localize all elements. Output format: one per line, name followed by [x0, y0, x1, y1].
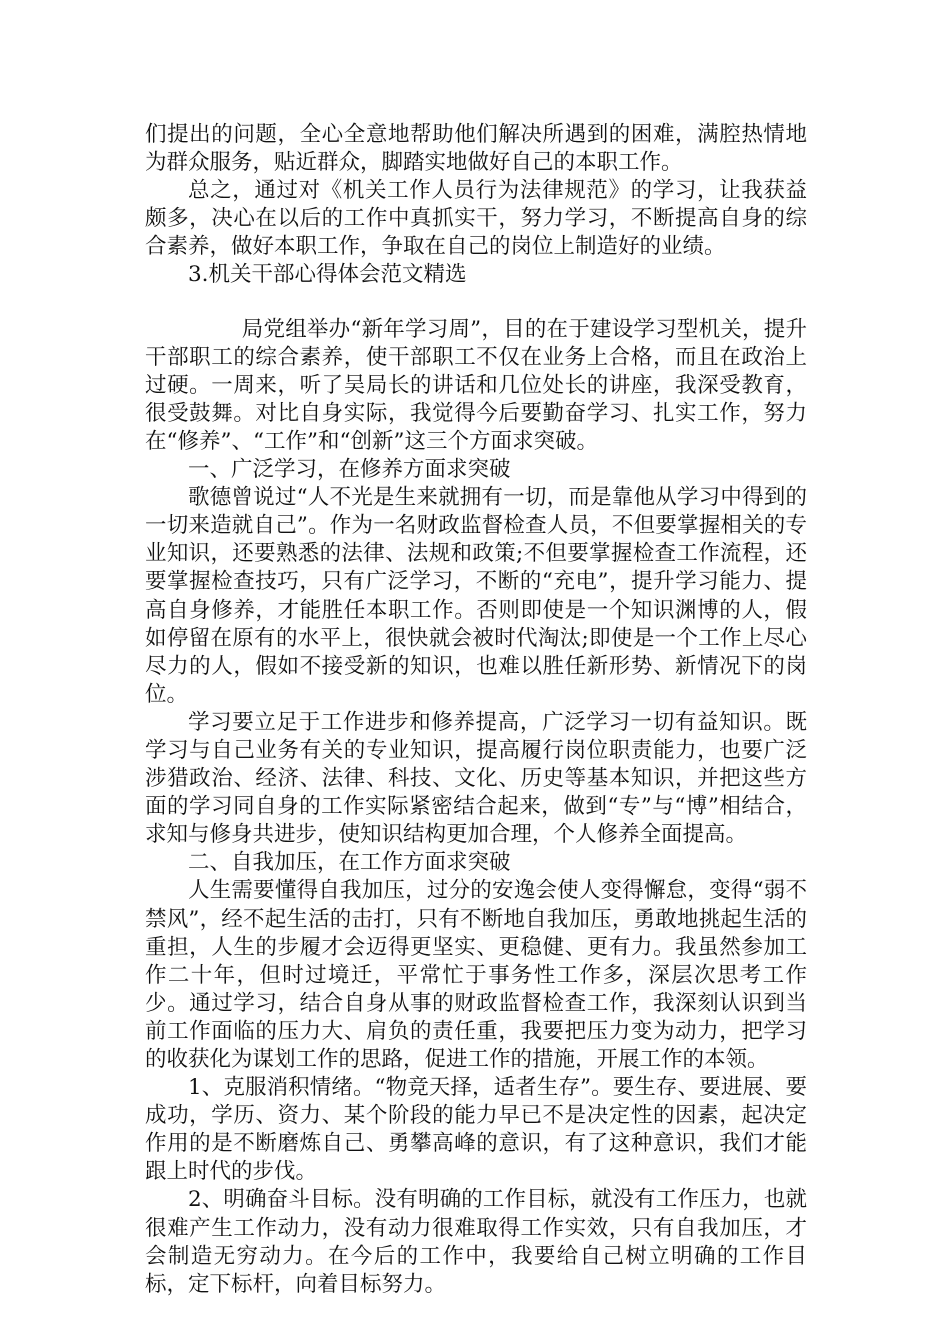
paragraph-continuation: 们提出的问题，全心全意地帮助他们解决所遇到的困难，满腔热情地为群众服务，贴近群众，脚踏实地做好自己的本职工作。 [145, 122, 807, 176]
document-body [145, 121, 807, 1299]
section-title: 3.机关干部心得体会范文精选 [188, 262, 467, 288]
paragraph-pressure: 人生需要懂得自我加压，过分的安逸会使人变得懈怠，变得“弱不禁风”，经不起生活的击打，只有不断地自我加压，勇敢地挑起生活的重担，人生的步履才会迈得更坚实、更稳健、更有力。我虽然参加工作二十年，但时过境迁，平常忙于事务性工作多，深层次思考工作少。通过学习，结合自身从事的财政监督检查工作，我深刻认识到当前工作面临的压力大、肩负的责任重，我要把压力变为动力，把学习的收获化为谋划工作的思路，促进工作的措施，开展工作的本领。 [145, 878, 807, 1072]
paragraph-summary: 总之，通过对《机关工作人员行为法律规范》的学习，让我获益颇多，决心在以后的工作中真抓实干，努力学习，不断提高自身的综合素养，做好本职工作，争取在自己的岗位上制造好的业绩。 [145, 178, 807, 260]
blank-line [145, 290, 807, 316]
paragraph-point-one: 1、克服消积情绪。“物竞天择，适者生存”。要生存、要进展、要成功，学历、资力、某个阶段的能力早已不是决定性的因素，起决定作用的是不断磨炼自己、勇攀高峰的意识，有了这种意识，我们才能跟上时代的步伐。 [145, 1075, 807, 1185]
subheading-two: 二、自我加压，在工作方面求突破 [188, 850, 511, 876]
paragraph-goethe: 歌德曾说过“人不光是生来就拥有一切，而是靠他从学习中得到的一切来造就自己”。作为一名财政监督检查人员，不但要掌握相关的专业知识，还要熟悉的法律、法规和政策;不但要掌握检查工作流程，还要掌握检查技巧，只有广泛学习，不断的“充电”，提升学习能力、提高自身修养，才能胜任本职工作。否则即使是一个知识渊博的人，假如停留在原有的水平上，很快就会被时代淘汰;即使是一个工作上尽心尽力的人，假如不接受新的知识，也难以胜任新形势、新情况下的岗位。 [145, 485, 807, 707]
paragraph-intro: 局党组举办“新年学习周”，目的在于建设学习型机关，提升干部职工的综合素养，使干部职工不仅在业务上合格，而且在政治上过硬。一周来，听了吴局长的讲话和几位处长的讲座，我深受教育，很受鼓舞。对比自身实际，我觉得今后要勤奋学习、扎实工作，努力在“修养”、“工作”和“创新”这三个方面求突破。 [145, 316, 807, 454]
subheading-one: 一、广泛学习，在修养方面求突破 [188, 457, 511, 483]
paragraph-point-two: 2、明确奋斗目标。没有明确的工作目标，就没有工作压力，也就很难产生工作动力，没有动力很难取得工作实效，只有自我加压，才会制造无穷动力。在今后的工作中，我要给自己树立明确的工作目标，定下标杆，向着目标努力。 [145, 1187, 807, 1297]
paragraph-learning: 学习要立足于工作进步和修养提高，广泛学习一切有益知识。既学习与自己业务有关的专业知识，提高履行岗位职责能力，也要广泛涉猎政治、经济、法律、科技、文化、历史等基本知识，并把这些方面的学习同自身的工作实际紧密结合起来，做到“专”与“博”相结合，求知与修身共进步，使知识结构更加合理，个人修养全面提高。 [145, 709, 807, 848]
